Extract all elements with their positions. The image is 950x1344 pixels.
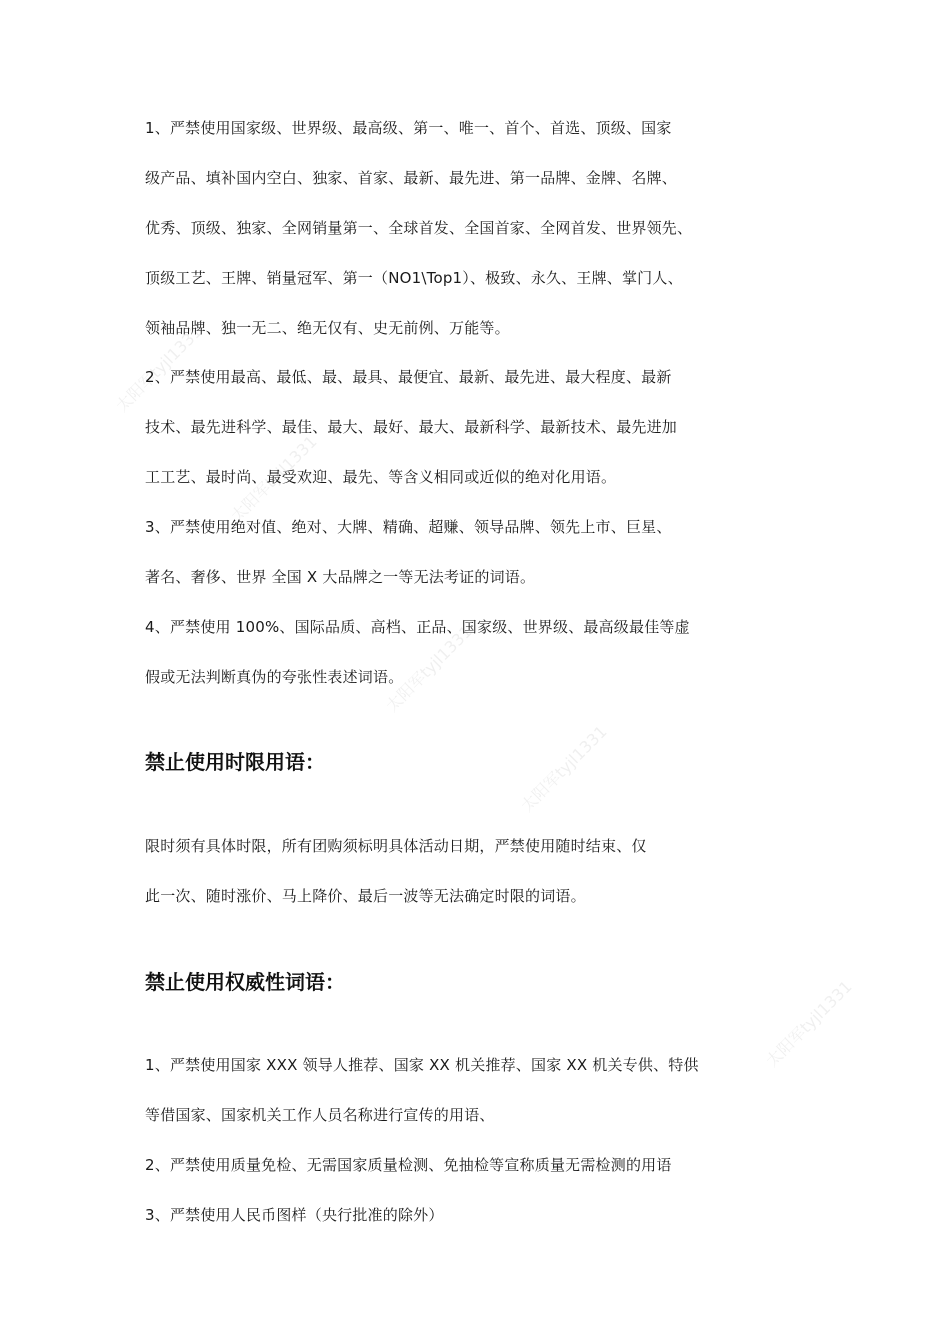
s1-line-12: 假或无法判断真伪的夸张性表述词语。 bbox=[145, 668, 404, 686]
s1-line-4: 顶级工艺、王牌、销量冠军、第一（NO1\Top1）、极致、永久、王牌、掌门人、 bbox=[145, 269, 683, 287]
s1-line-8: 工工艺、最时尚、最受欢迎、最先、等含义相同或近似的绝对化用语。 bbox=[145, 468, 617, 486]
s3-line-3: 2、严禁使用质量免检、无需国家质量检测、免抽检等宣称质量无需检测的用语 bbox=[145, 1156, 672, 1174]
s1-line-11: 4、严禁使用 100%、国际品质、高档、正品、国家级、世界级、最高级最佳等虚 bbox=[145, 618, 690, 636]
watermark: 太阳军tyjl1331 bbox=[112, 321, 206, 416]
s1-line-9: 3、严禁使用绝对值、绝对、大牌、精确、超赚、领导品牌、领先上市、巨星、 bbox=[145, 518, 672, 536]
s1-line-2: 级产品、填补国内空白、独家、首家、最新、最先进、第一品牌、金牌、名牌、 bbox=[145, 169, 678, 187]
s1-line-1: 1、严禁使用国家级、世界级、最高级、第一、唯一、首个、首选、顶级、国家 bbox=[145, 119, 672, 137]
watermark: 太阳军tyjl1331 bbox=[382, 621, 476, 716]
s1-line-10: 著名、奢侈、世界 全国 X 大品牌之一等无法考证的词语。 bbox=[145, 568, 536, 586]
watermark: 太阳军tyjl1331 bbox=[227, 431, 321, 526]
s2-line-2: 此一次、随时涨价、马上降价、最后一波等无法确定时限的词语。 bbox=[145, 887, 586, 905]
section-heading-authority: 禁止使用权威性词语： bbox=[145, 970, 345, 994]
s1-line-7: 技术、最先进科学、最佳、最大、最好、最大、最新科学、最新技术、最先进加 bbox=[145, 418, 678, 436]
s1-line-6: 2、严禁使用最高、最低、最、最具、最便宜、最新、最先进、最大程度、最新 bbox=[145, 368, 672, 386]
s1-line-3: 优秀、顶级、独家、全网销量第一、全球首发、全国首家、全网首发、世界领先、 bbox=[145, 219, 693, 237]
s1-line-5: 领袖品牌、独一无二、绝无仅有、史无前例、万能等。 bbox=[145, 319, 510, 337]
watermark: 太阳军tyjl1331 bbox=[517, 721, 611, 816]
s3-line-4: 3、严禁使用人民币图样（央行批准的除外） bbox=[145, 1206, 444, 1224]
s3-line-2: 等借国家、国家机关工作人员名称进行宣传的用语、 bbox=[145, 1106, 495, 1124]
section-heading-time-limit: 禁止使用时限用语： bbox=[145, 750, 325, 774]
s2-line-1: 限时须有具体时限，所有团购须标明具体活动日期，严禁使用随时结束、仅 bbox=[145, 837, 647, 855]
watermark: 太阳军tyjl1331 bbox=[762, 976, 856, 1071]
s3-line-1: 1、严禁使用国家 XXX 领导人推荐、国家 XX 机关推荐、国家 XX 机关专供、特供 bbox=[145, 1056, 699, 1074]
